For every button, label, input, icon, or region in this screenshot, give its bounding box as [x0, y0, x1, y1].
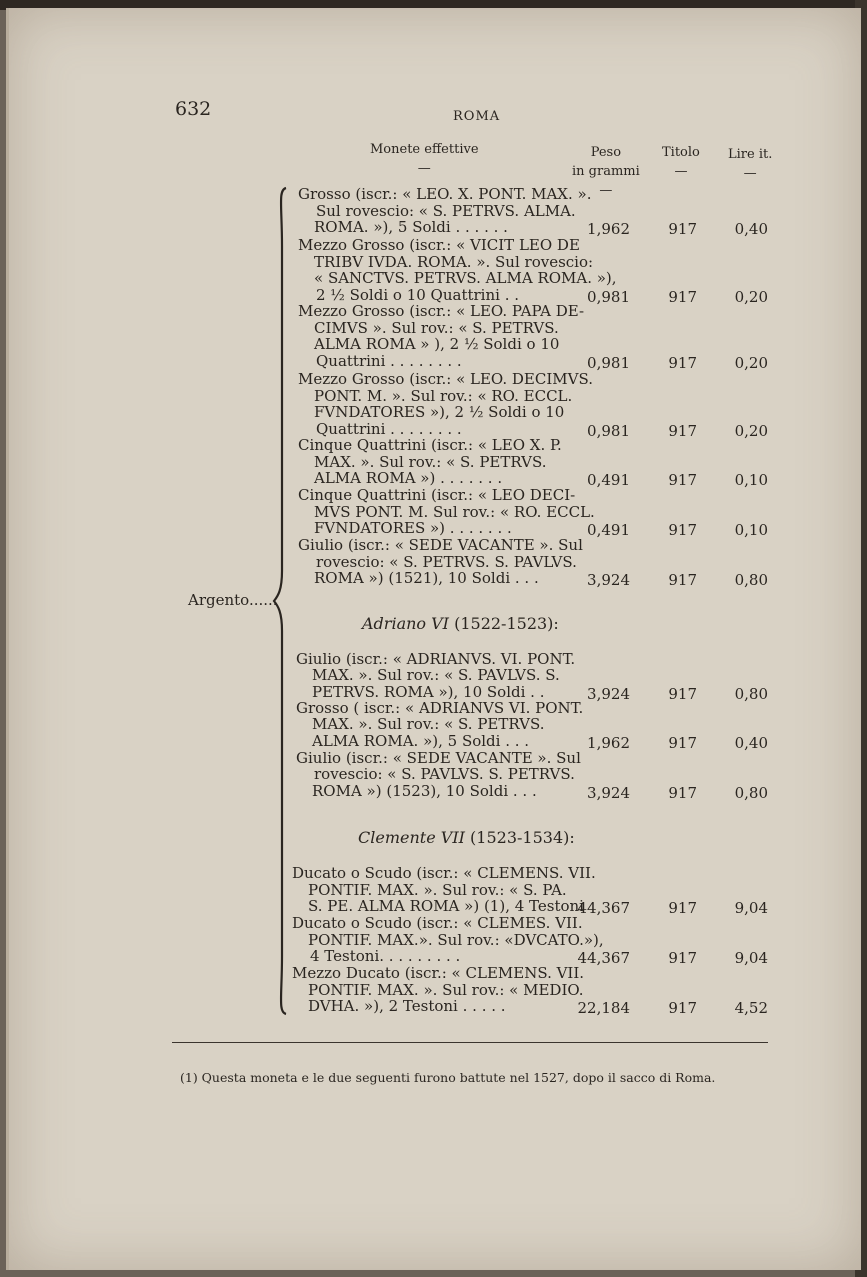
value-peso: 1,962	[587, 220, 630, 239]
entry-line: ROMA ») (1521), 10 Soldi . . .	[314, 569, 539, 588]
entry-line: Mezzo Grosso (iscr.: « LEO. DECIMVS.	[298, 370, 593, 388]
section-adriano-years: (1522-1523):	[454, 614, 559, 633]
entry-line: rovescio: « S. PETRVS. S. PAVLVS.	[316, 552, 577, 571]
entry-line: ALMA ROMA. »), 5 Soldi . . .	[312, 731, 530, 750]
column-header-dash: —	[599, 183, 613, 198]
entry-line: Ducato o Scudo (iscr.: « CLEMES. VII.	[292, 914, 583, 932]
entry-line: Cinque Quattrini (iscr.: « LEO X. P.	[298, 436, 562, 454]
entry-line: Quattrini . . . . . . . .	[316, 351, 462, 370]
entry-line: Giulio (iscr.: « ADRIANVS. VI. PONT.	[296, 650, 576, 668]
column-header-lire-label: Lire it.	[728, 147, 773, 162]
entry-line: « SANCTVS. PETRVS. ALMA ROMA. »),	[314, 269, 617, 288]
metal-label: Argento......	[188, 591, 278, 609]
entry-line: Sul rovescio: « S. PETRVS. ALMA.	[316, 201, 576, 220]
value-peso: 0,981	[587, 353, 630, 372]
value-titolo: 917	[668, 733, 697, 752]
entry-line: S. PE. ALMA ROMA ») (1), 4 Testoni	[308, 897, 584, 915]
column-header-monete	[370, 140, 479, 178]
column-header-titolo-label: Titolo	[662, 145, 700, 160]
entry-line: Giulio (iscr.: « SEDE VACANTE ». Sul	[296, 749, 581, 767]
entry-line: MAX. ». Sul rov.: « S. PETRVS.	[312, 715, 545, 734]
value-titolo: 917	[668, 421, 697, 440]
value-peso: 44,367	[577, 899, 630, 917]
value-lire: 0,20	[734, 421, 768, 440]
value-titolo: 917	[668, 571, 697, 590]
value-peso: 3,924	[587, 783, 630, 802]
value-titolo: 917	[668, 999, 697, 1017]
section-adriano-name: Adriano VI	[362, 614, 449, 633]
value-lire: 4,52	[734, 999, 768, 1017]
value-peso: 0,491	[587, 471, 630, 490]
entry-line: ROMA. »), 5 Soldi . . . . . .	[314, 218, 508, 237]
entry-line: ALMA ROMA ») . . . . . . .	[314, 469, 503, 488]
entry-line: Cinque Quattrini (iscr.: « LEO DECI-	[298, 486, 576, 504]
value-titolo: 917	[668, 783, 697, 802]
value-peso: 44,367	[577, 949, 630, 967]
section-heading-clemente	[358, 828, 575, 847]
entry-line: Giulio (iscr.: « SEDE VACANTE ». Sul	[298, 536, 583, 554]
value-peso: 3,924	[587, 684, 630, 703]
column-header-titolo	[662, 143, 700, 181]
column-header-lire	[728, 145, 772, 183]
entry-line: 2 ½ Soldi o 10 Quattrini . .	[316, 285, 519, 304]
section-heading-adriano	[362, 614, 559, 633]
column-header-dash: —	[743, 166, 757, 181]
value-lire: 0,10	[734, 471, 768, 490]
column-header-peso-label: Peso	[590, 145, 622, 160]
value-peso: 0,981	[587, 421, 630, 440]
column-header-peso-sub: in grammi	[572, 164, 640, 179]
value-lire: 0,80	[734, 684, 768, 703]
column-header-monete-label: Monete effettive	[370, 142, 479, 157]
value-lire: 0,20	[734, 353, 768, 372]
entry-line: Mezzo Grosso (iscr.: « VICIT LEO DE	[298, 236, 580, 254]
value-titolo: 917	[668, 471, 697, 490]
value-lire: 0,80	[734, 571, 768, 590]
entry-line: Quattrini . . . . . . . .	[316, 419, 462, 438]
entry-line: Mezzo Grosso (iscr.: « LEO. PAPA DE-	[298, 302, 585, 320]
value-titolo: 917	[668, 220, 697, 239]
entry-line: MAX. ». Sul rov.: « S. PETRVS.	[314, 452, 547, 471]
value-titolo: 917	[668, 684, 697, 703]
value-peso: 1,962	[587, 733, 630, 752]
entry-line: Ducato o Scudo (iscr.: « CLEMENS. VII.	[292, 864, 596, 882]
value-peso: 3,924	[587, 571, 630, 590]
value-titolo: 917	[668, 287, 697, 306]
value-lire: 9,04	[734, 949, 768, 967]
value-lire: 0,40	[734, 220, 768, 239]
entry-line: Mezzo Ducato (iscr.: « CLEMENS. VII.	[292, 964, 585, 982]
value-lire: 0,40	[734, 733, 768, 752]
value-lire: 0,20	[734, 287, 768, 306]
value-titolo: 917	[668, 949, 697, 967]
value-titolo: 917	[668, 353, 697, 372]
entry-line: PONTIF. MAX.». Sul rov.: «DVCATO.»),	[308, 930, 604, 949]
value-titolo: 917	[668, 899, 697, 917]
entry-line: MAX. ». Sul rov.: « S. PAVLVS. S.	[312, 666, 560, 685]
entry-line: TRIBV IVDA. ROMA. ». Sul rovescio:	[314, 252, 594, 271]
section-clemente-name: Clemente VII	[358, 828, 465, 847]
entry-line: Grosso (iscr.: « LEO. X. PONT. MAX. ».	[298, 185, 592, 203]
entry-line: PONTIF. MAX. ». Sul rov.: « S. PA.	[308, 880, 567, 899]
value-titolo: 917	[668, 521, 697, 540]
value-lire: 0,80	[734, 783, 768, 802]
column-header-dash: —	[674, 164, 688, 179]
running-head: ROMA	[453, 109, 501, 124]
entry-line: DVHA. »), 2 Testoni . . . . .	[308, 997, 506, 1015]
value-lire: 0,10	[734, 521, 768, 540]
entry-line: FVNDATORES »), 2 ½ Soldi o 10	[314, 403, 565, 422]
value-peso: 22,184	[577, 999, 630, 1017]
entry-line: ROMA ») (1523), 10 Soldi . . .	[312, 781, 537, 800]
entry-line: 4 Testoni. . . . . . . . .	[310, 947, 461, 965]
column-header-dash: —	[417, 161, 431, 176]
section-clemente-years: (1523-1534):	[470, 828, 575, 847]
value-peso: 0,491	[587, 521, 630, 540]
entry-line: Grosso ( iscr.: « ADRIANVS VI. PONT.	[296, 699, 584, 717]
entry-line: PONTIF. MAX. ». Sul rov.: « MEDIO.	[308, 980, 584, 999]
entry-line: CIMVS ». Sul rov.: « S. PETRVS.	[314, 318, 559, 337]
value-lire: 9,04	[734, 899, 768, 917]
entry-line: ALMA ROMA » ), 2 ½ Soldi o 10	[314, 335, 560, 354]
footnote: (1) Questa moneta e le due seguenti furono battute nel 1527, dopo il sacco di Roma.	[180, 1070, 716, 1085]
entry-line: rovescio: « S. PAVLVS. S. PETRVS.	[314, 765, 575, 784]
entry-line: PETRVS. ROMA »), 10 Soldi . .	[312, 682, 545, 701]
entry-line: MVS PONT. M. Sul rov.: « RO. ECCL.	[314, 502, 595, 521]
page-number: 632	[175, 98, 212, 120]
entry-line: PONT. M. ». Sul rov.: « RO. ECCL.	[314, 386, 573, 405]
footnote-rule	[172, 1042, 768, 1043]
value-peso: 0,981	[587, 287, 630, 306]
entry-line: FVNDATORES ») . . . . . . .	[314, 519, 512, 538]
